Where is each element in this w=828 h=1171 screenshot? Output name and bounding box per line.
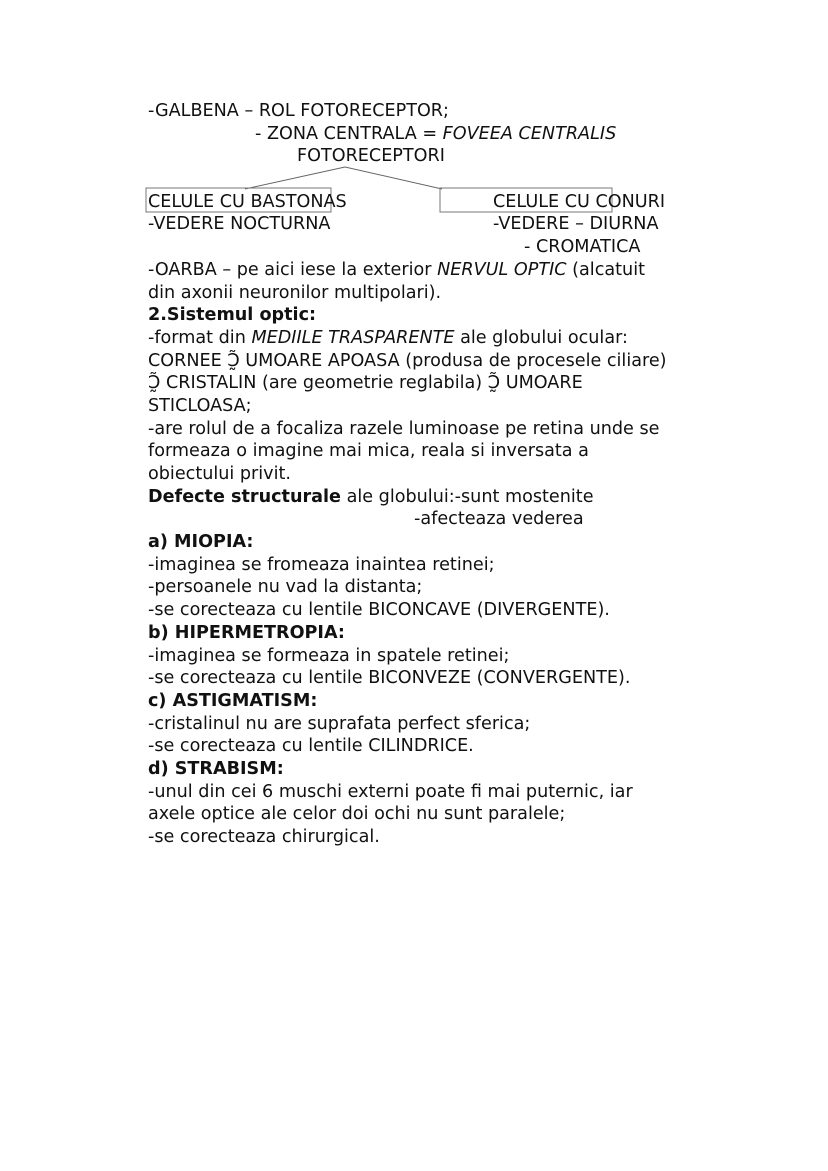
text-line: -imaginea se fromeaza inaintea retinei; [148,554,495,575]
heading-text: 2.Sistemul optic: [148,305,317,326]
text-line: -se corecteaza chirurgical. [148,827,380,847]
text: ale globului:-sunt mostenite [340,486,594,507]
heading-text: c) ASTIGMATISM: [148,690,318,711]
text-line: -se corecteaza cu lentile CILINDRICE. [148,736,474,757]
heading-text: a) MIOPIA: [148,532,254,553]
heading-text: b) HIPERMETROPIA: [148,622,345,643]
section-heading [148,622,768,645]
text-line [148,123,768,146]
text: -format din [148,327,252,348]
heading-text: d) STRABISM: [148,758,284,779]
text: - ZONA CENTRALA = [255,123,443,144]
text: (alcatuit [566,259,645,280]
section-heading [148,304,768,327]
text-line: din axonii neuronilor multipolari). [148,282,442,303]
text-line: formeaza o imagine mai mica, reala si inversata a [148,441,589,462]
text-line: -are rolul de a focaliza razele luminoase pe retina unde se [148,418,660,439]
text-line: obiectului privit. [148,464,291,484]
italic-term: MEDIILE TRASPARENTE [251,327,455,348]
text-line: -unul din cei 6 muschi externi poate fi mai puternic, iar [148,781,633,802]
text-line: -se corecteaza cu lentile BICONVEZE (CONVERGENTE). [148,668,631,689]
text-line: -persoanele nu vad la distanta; [148,577,423,598]
text: -VEDERE – DIURNA [493,214,659,235]
blank-line [148,168,768,191]
italic-term: FOVEEA CENTRALIS [442,123,617,144]
text: ale globului ocular: [454,327,628,348]
diagram-root-label: FOTORECEPTORI [297,146,445,167]
text: -OARBA – pe aici iese la exterior [148,259,438,280]
text-line: -GALBENA – ROL FOTORECEPTOR; [148,101,449,121]
text-line: Ɔ̰̃ CRISTALIN (are geometrie reglabila) Ɔ̰̃ UMOARE [148,373,583,394]
text-line [148,191,768,214]
italic-term: NERVUL OPTIC [437,259,567,280]
section-heading [148,758,768,781]
text-line [148,213,768,236]
text-line [148,327,768,350]
text-line: CORNEE Ɔ̰̃ UMOARE APOASA (produsa de procesele ciliare) [148,350,667,371]
text-line: STICLOASA; [148,395,252,416]
document-text [148,100,768,849]
text-line [148,259,768,282]
text-line: -cristalinul nu are suprafata perfect sferica; [148,713,531,734]
section-heading [148,531,768,554]
heading-text: Defecte structurale [148,486,341,507]
text: -VEDERE NOCTURNA [148,214,331,235]
text-line: -afecteaza vederea [414,509,584,530]
diagram-label-right: CELULE CU CONURI [493,191,666,212]
text-line [148,486,768,509]
text-line: axele optice ale celor doi ochi nu sunt paralele; [148,804,566,825]
text-line: - CROMATICA [524,237,641,258]
text-line: -se corecteaza cu lentile BICONCAVE (DIVERGENTE). [148,600,610,621]
text-line: -imaginea se formeaza in spatele retinei; [148,645,510,666]
diagram-label-left: CELULE CU BASTONAS [148,191,347,212]
section-heading [148,690,768,713]
